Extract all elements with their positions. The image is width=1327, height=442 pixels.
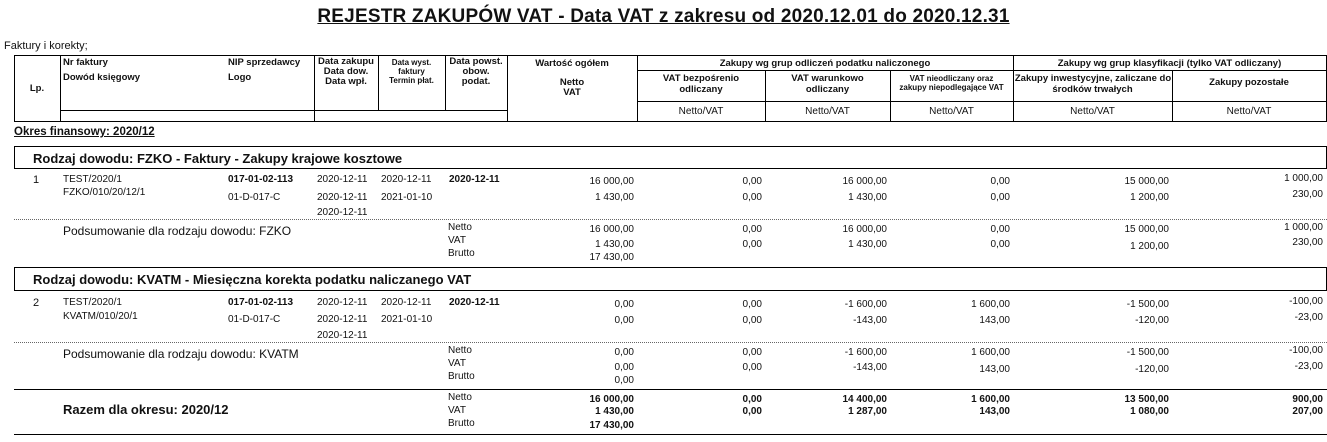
summary-key-netto: Netto — [448, 345, 472, 356]
summary-inw-netto: 15 000,00 — [1124, 224, 1169, 235]
total-wartosc-brutto: 17 430,00 — [589, 420, 634, 431]
summary-inw-vat: -120,00 — [1135, 364, 1169, 375]
summary-inw-netto: -1 500,00 — [1126, 347, 1169, 358]
summary-wartosc-vat: 1 430,00 — [595, 239, 634, 250]
total-wartosc-netto: 16 000,00 — [589, 394, 634, 405]
row-bezp-netto: 0,00 — [742, 299, 762, 310]
report-subtitle: Faktury i korekty; — [4, 40, 88, 52]
row-inw-netto: -1 500,00 — [1126, 299, 1169, 310]
total-wartosc-vat: 1 430,00 — [595, 406, 634, 417]
row-wartosc-netto: 16 000,00 — [589, 176, 634, 187]
col-header-podat: podat. — [461, 76, 491, 87]
col-header-netto-vat-2: Netto/VAT — [805, 106, 850, 117]
col-header-netto-vat-3: Netto/VAT — [929, 106, 974, 117]
summary-nieodl-netto: 1 600,00 — [971, 347, 1010, 358]
total-inw-vat: 1 080,00 — [1130, 406, 1169, 417]
row-bezp-netto: 0,00 — [742, 176, 762, 187]
col-header-inwest2: środków trwałych — [1052, 84, 1133, 95]
col-header-nip: NIP sprzedawcy — [228, 57, 301, 68]
row-poz-vat: 230,00 — [1292, 189, 1323, 200]
period-label: Okres finansowy: 2020/12 — [14, 126, 155, 138]
row-poz-netto: 1 000,00 — [1284, 173, 1323, 184]
col-header-data-dow: Data dow. — [323, 66, 369, 77]
row-poz-vat: -23,00 — [1294, 312, 1323, 323]
row-logo: 01-D-017-C — [228, 192, 281, 203]
summary-wartosc-netto: 0,00 — [614, 347, 634, 358]
col-header-data-zakupu: Data zakupu — [318, 56, 374, 67]
col-header-vat: VAT — [563, 87, 581, 98]
summary-key-vat: VAT — [448, 235, 466, 246]
col-header-nieodl1: VAT nieodliczany oraz — [909, 74, 994, 83]
col-header-wartosc: Wartość ogółem — [535, 58, 609, 69]
summary-poz-netto: -100,00 — [1289, 345, 1323, 356]
row-nieodl-vat: 0,00 — [990, 192, 1010, 203]
summary-war-netto: -1 600,00 — [844, 347, 887, 358]
total-poz-vat: 207,00 — [1292, 406, 1323, 417]
group-title-fzko: Rodzaj dowodu: FZKO - Faktury - Zakupy krajowe kosztowe — [33, 151, 403, 166]
row-nip: 017-01-02-113 — [228, 174, 294, 185]
col-header-termin: Termin płat. — [389, 76, 434, 85]
col-header-vat-bezp: VAT bezpośrenio — [662, 73, 740, 84]
row-data-zakupu: 2020-12-11 — [317, 174, 368, 185]
col-header-netto: Netto — [559, 77, 585, 88]
row-lp: 1 — [33, 174, 40, 186]
summary-nieodl-vat: 143,00 — [979, 364, 1010, 375]
col-header-inwest1: Zakupy inwestycyjne, zaliczane do — [1014, 74, 1172, 84]
col-header-netto-vat-1: Netto/VAT — [678, 106, 724, 117]
summary-bezp-netto: 0,00 — [742, 347, 762, 358]
summary-wartosc-netto: 16 000,00 — [589, 224, 634, 235]
total-war-netto: 14 400,00 — [842, 394, 887, 405]
summary-poz-netto: 1 000,00 — [1284, 222, 1323, 233]
summary-bezp-vat: 0,00 — [742, 239, 762, 250]
total-key-vat: VAT — [448, 405, 466, 416]
col-header-obow: obow. — [462, 66, 490, 77]
total-nieodl-netto: 1 600,00 — [971, 394, 1010, 405]
row-inw-netto: 15 000,00 — [1124, 176, 1169, 187]
group-title-kvatm: Rodzaj dowodu: KVATM - Miesięczna korekta podatku naliczanego VAT — [33, 272, 472, 287]
total-inw-netto: 13 500,00 — [1124, 394, 1169, 405]
summary-war-vat: 1 430,00 — [848, 239, 887, 250]
summary-label: Podsumowanie dla rodzaju dowodu: FZKO — [63, 224, 292, 238]
row-logo: 01-D-017-C — [228, 314, 281, 325]
col-header-odliczany: odliczany — [679, 84, 723, 95]
total-key-brutto: Brutto — [448, 418, 475, 429]
col-header-nr-faktury: Nr faktury — [63, 57, 108, 68]
row-inw-vat: 1 200,00 — [1130, 192, 1169, 203]
report-title: REJESTR ZAKUPÓW VAT - Data VAT z zakresu od 2020.12.01 do 2020.12.31 — [317, 6, 1010, 27]
row-bezp-vat: 0,00 — [742, 192, 762, 203]
row-nr-faktury: TEST/2020/1 — [63, 297, 122, 308]
summary-key-brutto: Brutto — [448, 248, 475, 259]
summary-poz-vat: -23,00 — [1294, 361, 1323, 372]
row-data-wpl: 2020-12-11 — [317, 207, 368, 218]
col-header-nieodl2: zakupy niepodlegające VAT — [899, 83, 1004, 92]
row-wartosc-vat: 1 430,00 — [595, 192, 634, 203]
row-nieodl-netto: 1 600,00 — [971, 299, 1010, 310]
row-wartosc-netto: 0,00 — [614, 299, 634, 310]
summary-bezp-netto: 0,00 — [742, 224, 762, 235]
row-dowod: KVATM/010/20/1 — [63, 311, 138, 322]
col-header-grp-klas: Zakupy wg grup klasyfikacji (tylko VAT odliczany) — [1057, 58, 1282, 69]
summary-nieodl-netto: 0,00 — [990, 224, 1010, 235]
col-header-logo: Logo — [228, 72, 252, 83]
row-war-vat: 1 430,00 — [848, 192, 887, 203]
row-lp: 2 — [33, 297, 40, 309]
row-nieodl-netto: 0,00 — [990, 176, 1010, 187]
col-header-lp: Lp. — [29, 83, 45, 94]
row-inw-vat: -120,00 — [1135, 315, 1169, 326]
row-data-wyst: 2020-12-11 — [381, 174, 432, 185]
row-bezp-vat: 0,00 — [742, 315, 762, 326]
total-nieodl-vat: 143,00 — [979, 406, 1010, 417]
row-war-vat: -143,00 — [853, 315, 887, 326]
summary-key-brutto: Brutto — [448, 371, 475, 382]
col-header-netto-vat-4: Netto/VAT — [1070, 106, 1115, 117]
total-bezp-netto: 0,00 — [742, 394, 762, 405]
summary-label: Podsumowanie dla rodzaju dowodu: KVATM — [63, 347, 299, 361]
total-war-vat: 1 287,00 — [848, 406, 887, 417]
col-header-data-powst: Data powst. — [449, 56, 503, 67]
col-header-vat-war: VAT warunkowo — [791, 73, 864, 84]
row-war-netto: 16 000,00 — [842, 176, 887, 187]
col-header-odliczany2: odliczany — [805, 84, 850, 95]
summary-key-netto: Netto — [448, 222, 472, 233]
summary-inw-vat: 1 200,00 — [1130, 241, 1169, 252]
summary-war-netto: 16 000,00 — [842, 224, 887, 235]
row-termin: 2021-01-10 — [381, 314, 433, 325]
row-data-powst: 2020-12-11 — [449, 174, 500, 185]
col-header-dowod: Dowód księgowy — [63, 72, 141, 83]
row-nieodl-vat: 143,00 — [979, 315, 1010, 326]
total-label: Razem dla okresu: 2020/12 — [63, 402, 229, 417]
total-key-netto: Netto — [448, 392, 472, 403]
col-header-data-wyst: Data wyst. — [391, 58, 432, 67]
row-data-wpl: 2020-12-11 — [317, 330, 368, 341]
summary-key-vat: VAT — [448, 358, 466, 369]
total-bezp-vat: 0,00 — [742, 406, 762, 417]
summary-wartosc-brutto: 0,00 — [614, 375, 634, 386]
summary-poz-vat: 230,00 — [1292, 237, 1323, 248]
total-poz-netto: 900,00 — [1292, 394, 1323, 405]
summary-nieodl-vat: 0,00 — [990, 239, 1010, 250]
summary-wartosc-brutto: 17 430,00 — [589, 252, 634, 263]
row-dowod: FZKO/010/20/12/1 — [63, 187, 146, 198]
row-data-dow: 2020-12-11 — [317, 192, 368, 203]
summary-wartosc-vat: 0,00 — [614, 362, 634, 373]
row-data-dow: 2020-12-11 — [317, 314, 368, 325]
row-data-wyst: 2020-12-11 — [381, 297, 432, 308]
row-nip: 017-01-02-113 — [228, 297, 294, 308]
summary-bezp-vat: 0,00 — [742, 362, 762, 373]
row-poz-netto: -100,00 — [1289, 296, 1323, 307]
row-wartosc-vat: 0,00 — [614, 315, 634, 326]
row-war-netto: -1 600,00 — [844, 299, 887, 310]
summary-war-vat: -143,00 — [853, 362, 887, 373]
row-data-powst: 2020-12-11 — [449, 297, 500, 308]
col-header-data-wpl: Data wpł. — [325, 76, 367, 87]
col-header-grp-odliczen: Zakupy wg grup odliczeń podatku naliczonego — [719, 58, 931, 69]
col-header-netto-vat-5: Netto/VAT — [1226, 106, 1272, 117]
col-header-pozostale: Zakupy pozostałe — [1209, 77, 1289, 88]
col-header-faktury: faktury — [398, 67, 425, 76]
row-data-zakupu: 2020-12-11 — [317, 297, 368, 308]
row-nr-faktury: TEST/2020/1 — [63, 174, 122, 185]
row-termin: 2021-01-10 — [381, 192, 433, 203]
